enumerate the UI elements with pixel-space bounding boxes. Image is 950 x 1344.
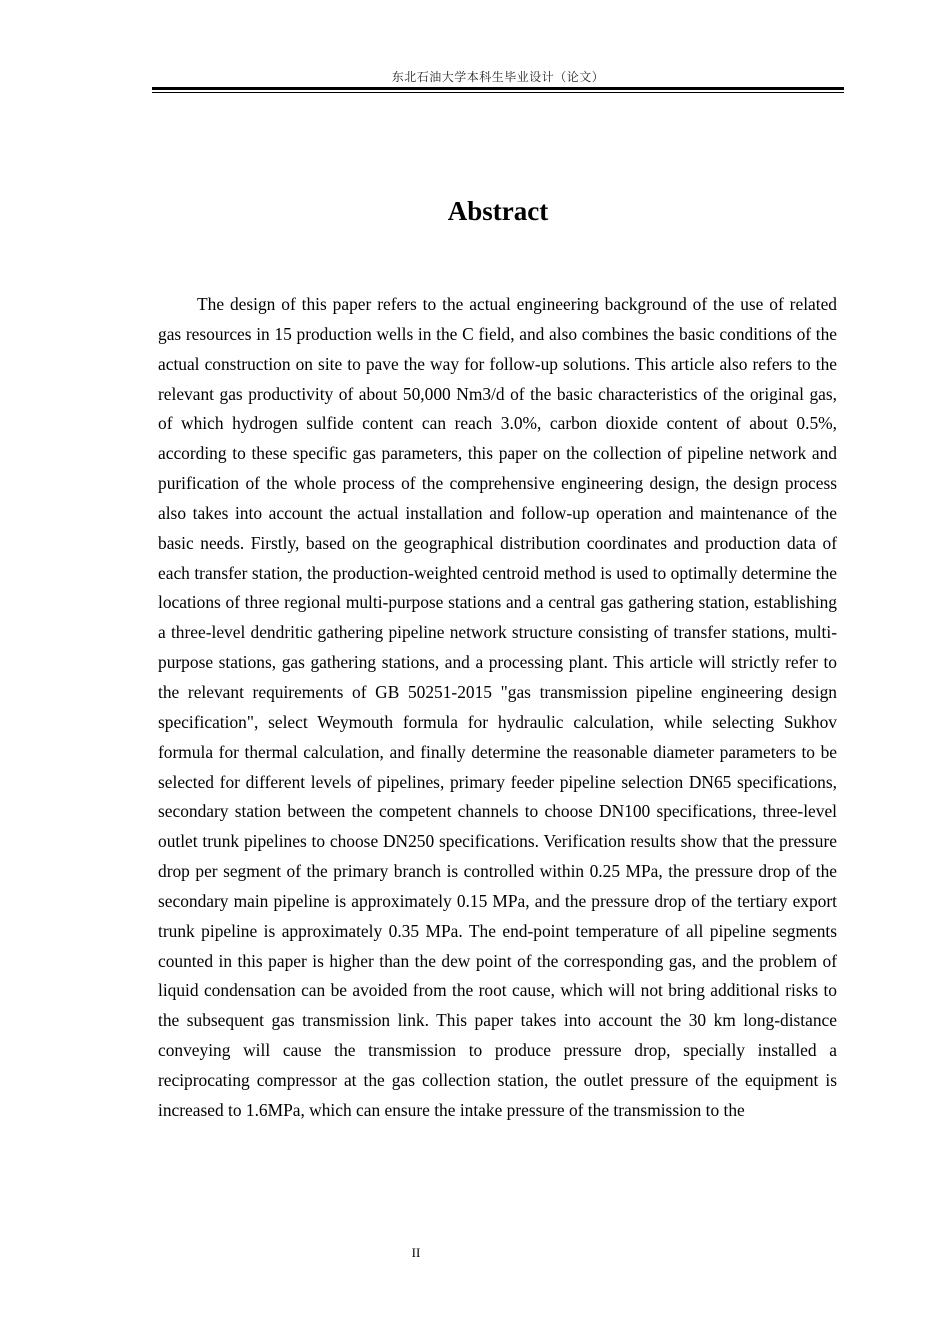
header-rule-thin — [152, 92, 844, 93]
header-rule-thick — [152, 87, 844, 90]
abstract-body: The design of this paper refers to the actual engineering background of the use of related gas resources in 15 production wells in the C field, and also combines the basic conditions of the actual construction on site to pave the way for follow-up solutions. This article also refers to the relevant gas productivity of about 50,000 Nm3/d of the basic characteristics of the original gas, of which hydrogen sulfide content can reach 3.0%, carbon dioxide content of about 0.5%, according to these specific gas parameters, this paper on the collection of pipeline network and purification of the whole process of the comprehensive engineering design, the design process also takes into account the actual installation and follow-up operation and maintenance of the basic needs. Firstly, based on the geographical distribution coordinates and production data of each transfer station, the production-weighted centroid method is used to optimally determine the locations of three regional multi-purpose stations and a central gas gathering station, establishing a three-level dendritic gathering pipeline network structure consisting of transfer stations, multi-purpose stations, gas gathering stations, and a processing plant. This article will strictly refer to the relevant requirements of GB 50251-2015 "gas transmission pipeline engineering design specification", select Weymouth formula for hydraulic calculation, while selecting Sukhov formula for thermal calculation, and finally determine the reasonable diameter parameters to be selected for different levels of pipelines, primary feeder pipeline selection DN65 specifications, secondary station between the competent channels to choose DN100 specifications, three-level outlet trunk pipelines to choose DN250 specifications. Verification results show that the pressure drop per segment of the primary branch is controlled within 0.25 MPa, the pressure drop of the secondary main pipeline is approximately 0.15 MPa, and the pressure drop of the tertiary export trunk pipeline is approximately 0.35 MPa. The end-point temperature of all pipeline segments counted in this paper is higher than the dew point of the corresponding gas, and the problem of liquid condensation can be avoided from the root cause, which will not bring additional risks to the subsequent gas transmission link. This paper takes into account the 30 km long-distance conveying will cause the transmission to produce pressure drop, specially installed a reciprocating compressor at the gas collection station, the outlet pressure of the equipment is increased to 1.6MPa, which can ensure the intake pressure of the transmission to the — [158, 294, 837, 1120]
abstract-title: Abstract — [447, 196, 549, 226]
running-header: 东北石油大学本科生毕业设计（论文） — [391, 70, 605, 84]
page-number: II — [411, 1245, 421, 1260]
